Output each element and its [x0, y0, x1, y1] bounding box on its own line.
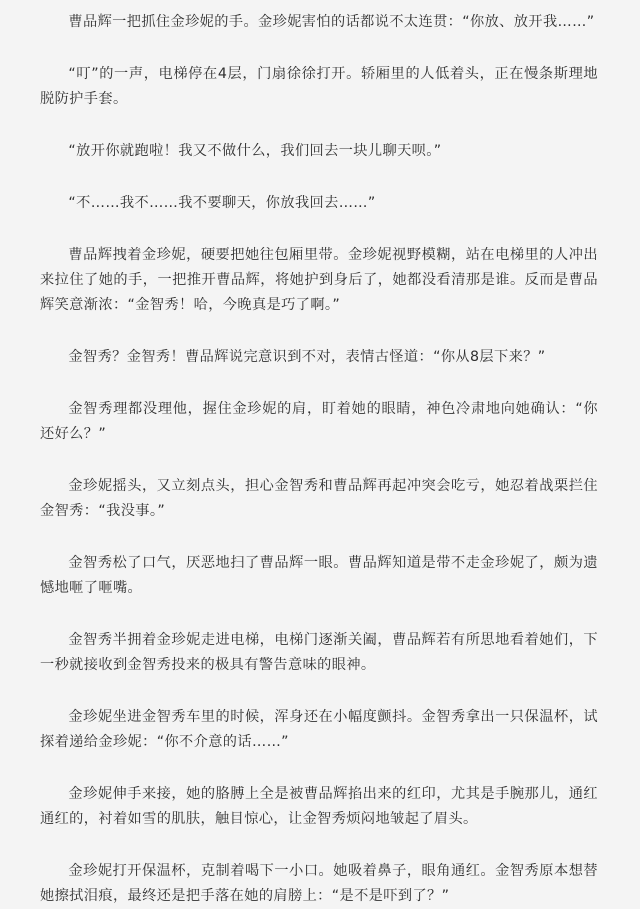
paragraph: “放开你就跑啦！我又不做什么，我们回去一块儿聊天呗。”: [68, 143, 442, 159]
paragraph: 金珍妮坐进金智秀车里的时候，浑身还在小幅度颤抖。金智秀拿出一只保温杯，试探着递给金珍妮：“你不介意的话……”: [40, 709, 598, 750]
paragraph: 金智秀松了口气，厌恶地扫了曹品辉一眼。曹品辉知道是带不走金珍妮了，颇为遗憾地咂了咂嘴。: [40, 555, 598, 596]
paragraph: 曹品辉拽着金珍妮，硬要把她往包厢里带。金珍妮视野模糊，站在电梯里的人冲出来拉住了她的手，一把推开曹品辉，将她护到身后了，她都没看清那是谁。反而是曹品辉笑意渐浓：“金智秀！哈，今晚真是巧了啊。”: [40, 247, 598, 313]
paragraph: 金珍妮伸手来接，她的胳膊上全是被曹品辉掐出来的红印，尤其是手腕那儿，通红通红的，衬着如雪的肌肤，触目惊心，让金智秀烦闷地皱起了眉头。: [40, 786, 598, 827]
paragraph: 金智秀理都没理他，握住金珍妮的肩，盯着她的眼睛，神色冷肃地向她确认：“你还好么？”: [40, 401, 598, 442]
paragraph: “叮”的一声，电梯停在4层，门扇徐徐打开。轿厢里的人低着头，正在慢条斯理地脱防护手套。: [40, 66, 598, 107]
paragraph: “不……我不……我不要聊天，你放我回去……”: [68, 195, 376, 211]
paragraph: 金智秀半拥着金珍妮走进电梯，电梯门逐渐关阖，曹品辉若有所思地看着她们，下一秒就接收到金智秀投来的极具有警告意味的眼神。: [40, 632, 598, 673]
paragraph: 金智秀？金智秀！曹品辉说完意识到不对，表情古怪道：“你从8层下来？”: [68, 349, 546, 365]
paragraph: 金珍妮打开保温杯，克制着喝下一小口。她吸着鼻子，眼角通红。金智秀原本想替她擦拭泪痕，最终还是把手落在她的肩膀上：“是不是吓到了？”: [40, 863, 598, 904]
paragraph: 金珍妮摇头，又立刻点头，担心金智秀和曹品辉再起冲突会吃亏，她忍着战栗拦住金智秀：“我没事。”: [40, 478, 598, 519]
paragraph: 曹品辉一把抓住金珍妮的手。金珍妮害怕的话都说不太连贯：“你放、放开我……”: [68, 14, 595, 30]
